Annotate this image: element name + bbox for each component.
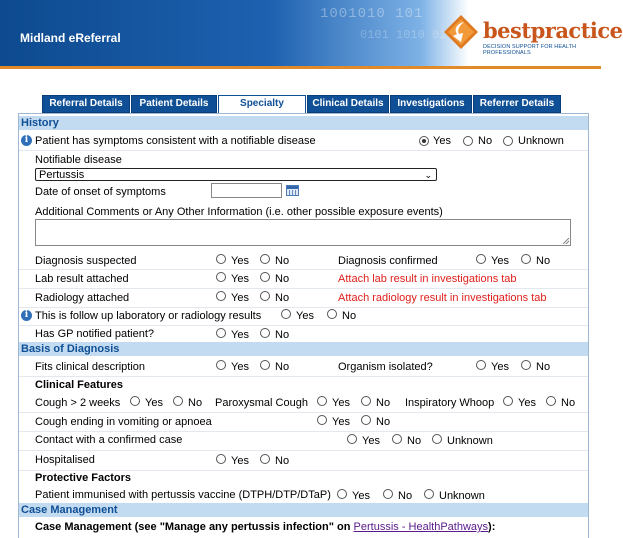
whoop-yes-radio[interactable] bbox=[503, 396, 513, 406]
contact-unknown-radio[interactable] bbox=[432, 434, 442, 444]
contact-no-label: No bbox=[407, 435, 422, 447]
row-fits-clinical bbox=[19, 357, 588, 377]
radiology-no-label: No bbox=[275, 292, 290, 304]
gp-no-label: No bbox=[275, 329, 290, 341]
row-vomit bbox=[19, 412, 588, 432]
diag-suspected-yes-label: Yes bbox=[231, 255, 249, 267]
whoop-label: Inspiratory Whoop bbox=[405, 397, 495, 409]
paroxysmal-yes-radio[interactable] bbox=[317, 396, 327, 406]
app-header bbox=[0, 0, 623, 66]
case-heading-suffix: ): bbox=[488, 521, 496, 533]
healthpathways-link[interactable]: Pertussis - HealthPathways bbox=[353, 521, 489, 533]
organism-yes-label: Yes bbox=[491, 361, 509, 373]
radiology-label: Radiology attached bbox=[35, 292, 130, 304]
lab-yes-radio[interactable] bbox=[216, 272, 226, 282]
followup-yes-label: Yes bbox=[296, 310, 314, 322]
hospitalised-yes-label: Yes bbox=[231, 455, 249, 467]
diagnosis-suspected-label: Diagnosis suspected bbox=[35, 255, 137, 267]
info-icon[interactable]: i bbox=[21, 135, 32, 146]
notifiable-disease-select[interactable] bbox=[35, 168, 437, 181]
fits-no-radio[interactable] bbox=[260, 360, 270, 370]
vomit-label: Cough ending in vomiting or apnoea bbox=[35, 416, 212, 428]
header-binary-decoration: 1001010 101 bbox=[320, 6, 424, 22]
logo-tagline: DECISION SUPPORT FOR HEALTH PROFESSIONALS bbox=[483, 44, 577, 56]
tab-clinical-details[interactable]: Clinical Details bbox=[307, 95, 389, 113]
radiology-no-radio[interactable] bbox=[260, 291, 270, 301]
onset-date-label: Date of onset of symptoms bbox=[35, 186, 166, 198]
contact-yes-radio[interactable] bbox=[347, 434, 357, 444]
contact-no-radio[interactable] bbox=[392, 434, 402, 444]
lab-no-label: No bbox=[275, 273, 290, 285]
diagnosis-confirmed-label: Diagnosis confirmed bbox=[338, 255, 438, 267]
followup-yes-radio[interactable] bbox=[281, 309, 291, 319]
notifiable-disease-label: Notifiable disease bbox=[35, 154, 122, 166]
diag-confirmed-yes-label: Yes bbox=[491, 255, 509, 267]
vomit-no-radio[interactable] bbox=[361, 415, 371, 425]
paroxysmal-no-radio[interactable] bbox=[361, 396, 371, 406]
paroxysmal-no-label: No bbox=[376, 397, 391, 409]
lab-no-radio[interactable] bbox=[260, 272, 270, 282]
diag-suspected-no-radio[interactable] bbox=[260, 254, 270, 264]
row-gp-notified bbox=[19, 325, 588, 343]
case-management-heading bbox=[35, 521, 495, 533]
tab-referral-details[interactable]: Referral Details bbox=[42, 95, 130, 113]
immunised-unknown-label: Unknown bbox=[439, 490, 485, 502]
paroxysmal-label: Paroxysmal Cough bbox=[215, 397, 308, 409]
onset-date-input[interactable] bbox=[211, 183, 282, 198]
info-icon[interactable]: i bbox=[21, 310, 32, 321]
bestpractice-logo-icon bbox=[443, 14, 479, 50]
notifiable-no-radio[interactable] bbox=[463, 136, 473, 146]
diag-confirmed-no-label: No bbox=[536, 255, 551, 267]
clinical-features-heading: Clinical Features bbox=[35, 379, 124, 391]
tab-referrer-details[interactable]: Referrer Details bbox=[473, 95, 561, 113]
radiology-yes-label: Yes bbox=[231, 292, 249, 304]
header-binary-decoration-2: 0101 1010 01 bbox=[360, 28, 447, 42]
whoop-no-radio[interactable] bbox=[546, 396, 556, 406]
whoop-yes-label: Yes bbox=[518, 397, 536, 409]
row-diagnosis bbox=[19, 250, 588, 270]
app-title: Midland eReferral bbox=[20, 31, 121, 45]
follow-up-label: This is follow up laboratory or radiology results bbox=[35, 310, 262, 322]
row-notifiable-disease bbox=[19, 131, 588, 151]
protective-factors-heading: Protective Factors bbox=[35, 472, 131, 484]
section-basis-header: Basis of Diagnosis bbox=[19, 342, 588, 356]
contact-yes-label: Yes bbox=[362, 435, 380, 447]
lab-result-label: Lab result attached bbox=[35, 273, 129, 285]
chevron-down-icon: ⌄ bbox=[424, 170, 432, 180]
organism-label: Organism isolated? bbox=[338, 361, 433, 373]
notifiable-yes-radio[interactable] bbox=[419, 136, 429, 146]
row-hospitalised bbox=[19, 450, 588, 471]
fits-no-label: No bbox=[275, 361, 290, 373]
calendar-icon[interactable] bbox=[286, 185, 299, 196]
immunised-no-radio[interactable] bbox=[383, 489, 393, 499]
immunised-no-label: No bbox=[398, 490, 413, 502]
notifiable-question-label: Patient has symptoms consistent with a notifiable disease bbox=[35, 135, 316, 147]
organism-no-radio[interactable] bbox=[521, 360, 531, 370]
cough-no-radio[interactable] bbox=[173, 396, 183, 406]
header-accent-bar bbox=[0, 66, 601, 69]
immunised-label: Patient immunised with pertussis vaccine (DTPH/DTP/DTaP) bbox=[35, 489, 331, 501]
gp-no-radio[interactable] bbox=[260, 328, 270, 338]
gp-yes-label: Yes bbox=[231, 329, 249, 341]
gp-notified-label: Has GP notified patient? bbox=[35, 328, 155, 340]
comments-textarea[interactable] bbox=[35, 219, 571, 246]
comments-label: Additional Comments or Any Other Information (i.e. other possible exposure events) bbox=[35, 206, 443, 218]
hospitalised-no-radio[interactable] bbox=[260, 454, 270, 464]
lab-yes-label: Yes bbox=[231, 273, 249, 285]
specialty-form-panel bbox=[18, 113, 589, 538]
cough-yes-radio[interactable] bbox=[130, 396, 140, 406]
vomit-no-label: No bbox=[376, 416, 391, 428]
diag-confirmed-yes-radio[interactable] bbox=[476, 254, 486, 264]
cough-no-label: No bbox=[188, 397, 203, 409]
notifiable-yes-label: Yes bbox=[433, 135, 451, 147]
hospitalised-yes-radio[interactable] bbox=[216, 454, 226, 464]
paroxysmal-yes-label: Yes bbox=[332, 397, 350, 409]
section-case-management-header: Case Management bbox=[19, 503, 588, 517]
row-contact bbox=[19, 431, 588, 451]
hospitalised-no-label: No bbox=[275, 455, 290, 467]
gp-yes-radio[interactable] bbox=[216, 328, 226, 338]
lab-attach-hint: Attach lab result in investigations tab bbox=[338, 273, 517, 285]
followup-no-label: No bbox=[342, 310, 357, 322]
notifiable-disease-value: Pertussis bbox=[39, 169, 85, 181]
notifiable-unknown-label: Unknown bbox=[518, 135, 564, 147]
row-follow-up bbox=[19, 307, 588, 326]
vomit-yes-label: Yes bbox=[332, 416, 350, 428]
row-radiology bbox=[19, 288, 588, 308]
immunised-yes-label: Yes bbox=[352, 490, 370, 502]
fits-yes-label: Yes bbox=[231, 361, 249, 373]
immunised-yes-radio[interactable] bbox=[337, 489, 347, 499]
radiology-yes-radio[interactable] bbox=[216, 291, 226, 301]
vomit-yes-radio[interactable] bbox=[317, 415, 327, 425]
diag-suspected-no-label: No bbox=[275, 255, 290, 267]
diag-confirmed-no-radio[interactable] bbox=[521, 254, 531, 264]
diag-suspected-yes-radio[interactable] bbox=[216, 254, 226, 264]
resize-grip-icon[interactable] bbox=[563, 238, 569, 244]
tab-patient-details[interactable]: Patient Details bbox=[131, 95, 217, 113]
cough-label: Cough > 2 weeks bbox=[35, 397, 121, 409]
tab-investigations[interactable]: Investigations bbox=[390, 95, 472, 113]
whoop-no-label: No bbox=[561, 397, 576, 409]
fits-yes-radio[interactable] bbox=[216, 360, 226, 370]
contact-label: Contact with a confirmed case bbox=[35, 434, 183, 446]
row-cough bbox=[19, 393, 588, 413]
immunised-unknown-radio[interactable] bbox=[424, 489, 434, 499]
organism-yes-radio[interactable] bbox=[476, 360, 486, 370]
case-heading-prefix: Case Management (see "Manage any pertussis infection" on bbox=[35, 521, 354, 533]
contact-unknown-label: Unknown bbox=[447, 435, 493, 447]
fits-clinical-label: Fits clinical description bbox=[35, 361, 146, 373]
followup-no-radio[interactable] bbox=[327, 309, 337, 319]
radiology-attach-hint: Attach radiology result in investigations tab bbox=[338, 292, 547, 304]
notifiable-unknown-radio[interactable] bbox=[503, 136, 513, 146]
section-history-header: History bbox=[19, 116, 588, 130]
hospitalised-label: Hospitalised bbox=[35, 454, 95, 466]
tab-specialty[interactable]: Specialty bbox=[218, 95, 306, 114]
cough-yes-label: Yes bbox=[145, 397, 163, 409]
organism-no-label: No bbox=[536, 361, 551, 373]
notifiable-no-label: No bbox=[478, 135, 493, 147]
row-immunised bbox=[19, 486, 588, 504]
logo-wordmark: bestpractice bbox=[483, 18, 623, 43]
row-lab-result bbox=[19, 269, 588, 289]
